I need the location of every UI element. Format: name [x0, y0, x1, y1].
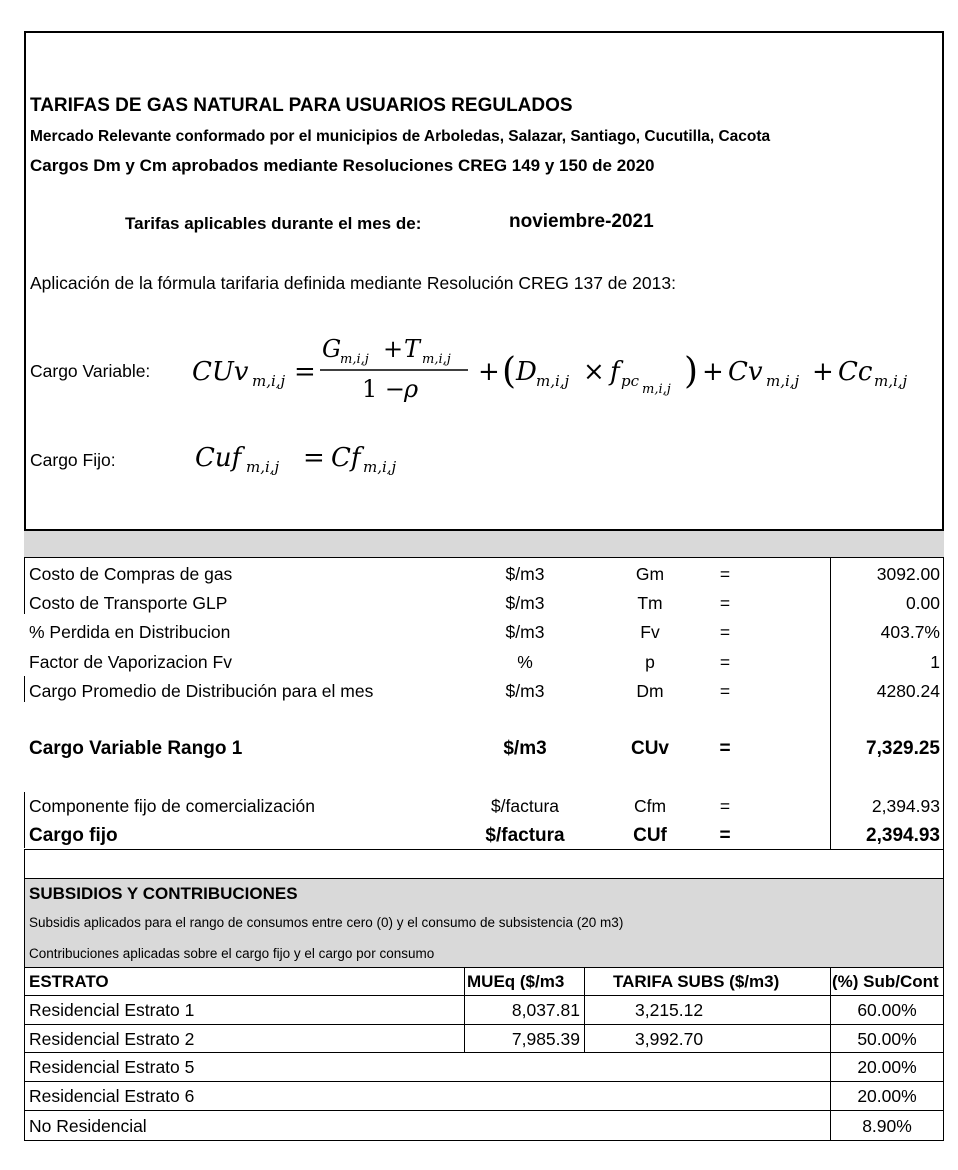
charge-value: 403.7% [880, 622, 940, 642]
charge-symbol: Tm [637, 593, 663, 613]
svg-text:×: × [583, 357, 605, 387]
value-column-right [943, 558, 944, 850]
table-rule [24, 1081, 944, 1082]
cargo-variable-value: 7,329.25 [866, 738, 940, 759]
estrato-cell: Residencial Estrato 6 [29, 1086, 195, 1106]
charge-label: Cargo Promedio de Distribución para el mes [29, 681, 374, 701]
svg-text:m,i,j: m,i,j [766, 372, 800, 390]
charge-value: 0.00 [905, 593, 940, 613]
month-label: Tarifas aplicables durante el mes de: [125, 214, 422, 233]
charge-equals: = [719, 564, 731, 584]
column-header-estrato: ESTRATO [29, 972, 109, 991]
cargo-fijo-label: Cargo Fijo: [30, 450, 116, 470]
table-col-rule [830, 967, 831, 1140]
svg-text:pc: pc [621, 372, 640, 390]
svg-text:m,i,j: m,i,j [422, 352, 451, 367]
svg-text:G: G [322, 335, 342, 363]
left-border-top [24, 558, 25, 614]
market-subtitle: Mercado Relevante conformado por el municipios de Arboledas, Salazar, Santiago, Cucutilla, Cacota [30, 128, 771, 145]
separator-band [24, 529, 944, 558]
svg-text:T: T [404, 335, 421, 363]
pct-cell: 20.00% [857, 1057, 917, 1077]
charge-unit: $/m3 [505, 622, 545, 642]
svg-text:): ) [684, 351, 699, 392]
svg-text:+: + [478, 357, 500, 387]
table-rule [24, 1110, 944, 1111]
cargo-variable-formula [190, 325, 920, 410]
cargo-variable-equals: = [719, 738, 731, 759]
componente-fijo-equals: = [719, 796, 731, 816]
svg-text:m,i,j: m,i,j [642, 382, 671, 397]
charge-equals: = [719, 652, 731, 672]
formula-intro: Aplicación de la fórmula tarifaria definida mediante Resolución CREG 137 de 2013: [30, 273, 676, 293]
svg-text:m,i,j: m,i,j [363, 458, 397, 476]
cargo-fijo-unit: $/factura [485, 825, 565, 846]
svg-text:+: + [383, 335, 404, 363]
column-header-tarifa-subs: TARIFA SUBS ($/m3) [613, 972, 780, 991]
contributions-note: Contribuciones aplicadas sobre el cargo fijo y el cargo por consumo [29, 946, 435, 961]
cargo-fijo-symbol: CUf [633, 825, 667, 846]
svg-text:=: = [294, 357, 316, 387]
charge-symbol: Dm [636, 681, 664, 701]
value-column-left [830, 558, 831, 850]
left-border-bot [24, 792, 25, 848]
charge-unit: $/m3 [505, 593, 545, 613]
pct-cell: 20.00% [857, 1086, 917, 1106]
pct-cell: 8.90% [862, 1116, 912, 1136]
table-rule [24, 1024, 944, 1025]
svg-text:Cv: Cv [728, 357, 763, 387]
resolution-subtitle: Cargos Dm y Cm aprobados mediante Resoluciones CREG 149 y 150 de 2020 [30, 156, 655, 175]
svg-text:f: f [610, 357, 620, 387]
estrato-cell: Residencial Estrato 1 [29, 1000, 195, 1020]
charge-label: Factor de Vaporizacion Fv [29, 652, 232, 672]
table-rule [24, 967, 944, 968]
svg-text:m,i,j: m,i,j [536, 372, 570, 390]
charge-symbol: p [645, 652, 655, 672]
charge-value: 4280.24 [876, 681, 940, 701]
charge-label: Costo de Transporte GLP [29, 593, 228, 613]
cargo-fijo-formula [193, 432, 433, 482]
charge-symbol: Gm [635, 564, 665, 584]
charges-bottom-rule [24, 849, 944, 850]
svg-text:+: + [812, 357, 834, 387]
componente-fijo-symbol: Cfm [633, 796, 667, 816]
table-rule [24, 1052, 944, 1053]
table-col-rule [584, 967, 585, 1052]
subsidies-note: Subsidis aplicados para el rango de consumos entre cero (0) y el consumo de subsistencia (20 m3) [29, 915, 624, 930]
column-header-mueq: MUEq ($/m3 [467, 973, 565, 990]
svg-text:(: ( [502, 351, 517, 392]
cargo-variable-total-label: Cargo Variable Rango 1 [29, 738, 243, 759]
tarifa-cell: 3,215.12 [635, 1000, 704, 1020]
charge-unit: $/m3 [505, 564, 545, 584]
mueq-cell: 7,985.39 [511, 1029, 580, 1049]
svg-text:=: = [303, 443, 325, 473]
svg-text:m,i,j: m,i,j [252, 372, 286, 390]
svg-text:m,i,j: m,i,j [874, 372, 908, 390]
charge-symbol: Fv [640, 622, 660, 642]
month-value: noviembre-2021 [509, 211, 654, 232]
estrato-cell: Residencial Estrato 5 [29, 1057, 195, 1077]
svg-text:D: D [516, 357, 537, 387]
svg-text:Cuf: Cuf [195, 443, 242, 473]
charge-label: Costo de Compras de gas [29, 564, 233, 584]
blank-row-right [943, 849, 944, 879]
cargo-variable-label: Cargo Variable: [30, 361, 151, 381]
table-col-rule [24, 967, 25, 1140]
charge-unit: $/m3 [505, 681, 545, 701]
svg-text:1 −: 1 − [362, 375, 406, 403]
page-title: TARIFAS DE GAS NATURAL PARA USUARIOS REGULADOS [30, 95, 573, 116]
subsidies-title: SUBSIDIOS Y CONTRIBUCIONES [29, 884, 298, 903]
table-rule [24, 1140, 944, 1141]
svg-text:Cc: Cc [838, 357, 873, 387]
table-rule [24, 995, 944, 996]
svg-text:CUv: CUv [192, 357, 249, 387]
svg-text:ρ: ρ [404, 375, 419, 403]
charge-equals: = [719, 681, 731, 701]
charge-value: 1 [930, 652, 940, 672]
cargo-fijo-value: 2,394.93 [866, 825, 940, 846]
table-col-rule [943, 967, 944, 1140]
column-header-sub-cont: Sub/Cont (%) [832, 973, 939, 990]
tarifa-cell: 3,992.70 [635, 1029, 704, 1049]
pct-cell: 50.00% [857, 1029, 917, 1049]
svg-text:+: + [702, 357, 724, 387]
charge-value: 3092.00 [876, 564, 940, 584]
svg-text:Cf: Cf [331, 443, 361, 473]
pct-cell: 60.00% [857, 1000, 917, 1020]
blank-row-left [24, 849, 25, 879]
charge-equals: = [719, 593, 731, 613]
cargo-fijo-equals: = [719, 825, 731, 846]
svg-text:m,i,j: m,i,j [340, 352, 369, 367]
charge-unit: % [517, 652, 533, 672]
estrato-cell: Residencial Estrato 2 [29, 1029, 195, 1049]
charge-label: % Perdida en Distribucion [29, 622, 231, 642]
componente-fijo-value: 2,394.93 [871, 796, 940, 816]
componente-fijo-label: Componente fijo de comercialización [29, 796, 315, 816]
cargo-variable-unit: $/m3 [503, 738, 547, 759]
charge-equals: = [719, 622, 731, 642]
cargo-fijo-total-label: Cargo fijo [29, 825, 118, 846]
svg-text:m,i,j: m,i,j [246, 458, 280, 476]
left-border-mid [24, 676, 25, 702]
cargo-variable-symbol: CUv [630, 738, 669, 759]
componente-fijo-unit: $/factura [490, 796, 560, 816]
table-col-rule [464, 967, 465, 1052]
mueq-cell: 8,037.81 [511, 1000, 580, 1020]
estrato-cell: No Residencial [29, 1116, 147, 1136]
